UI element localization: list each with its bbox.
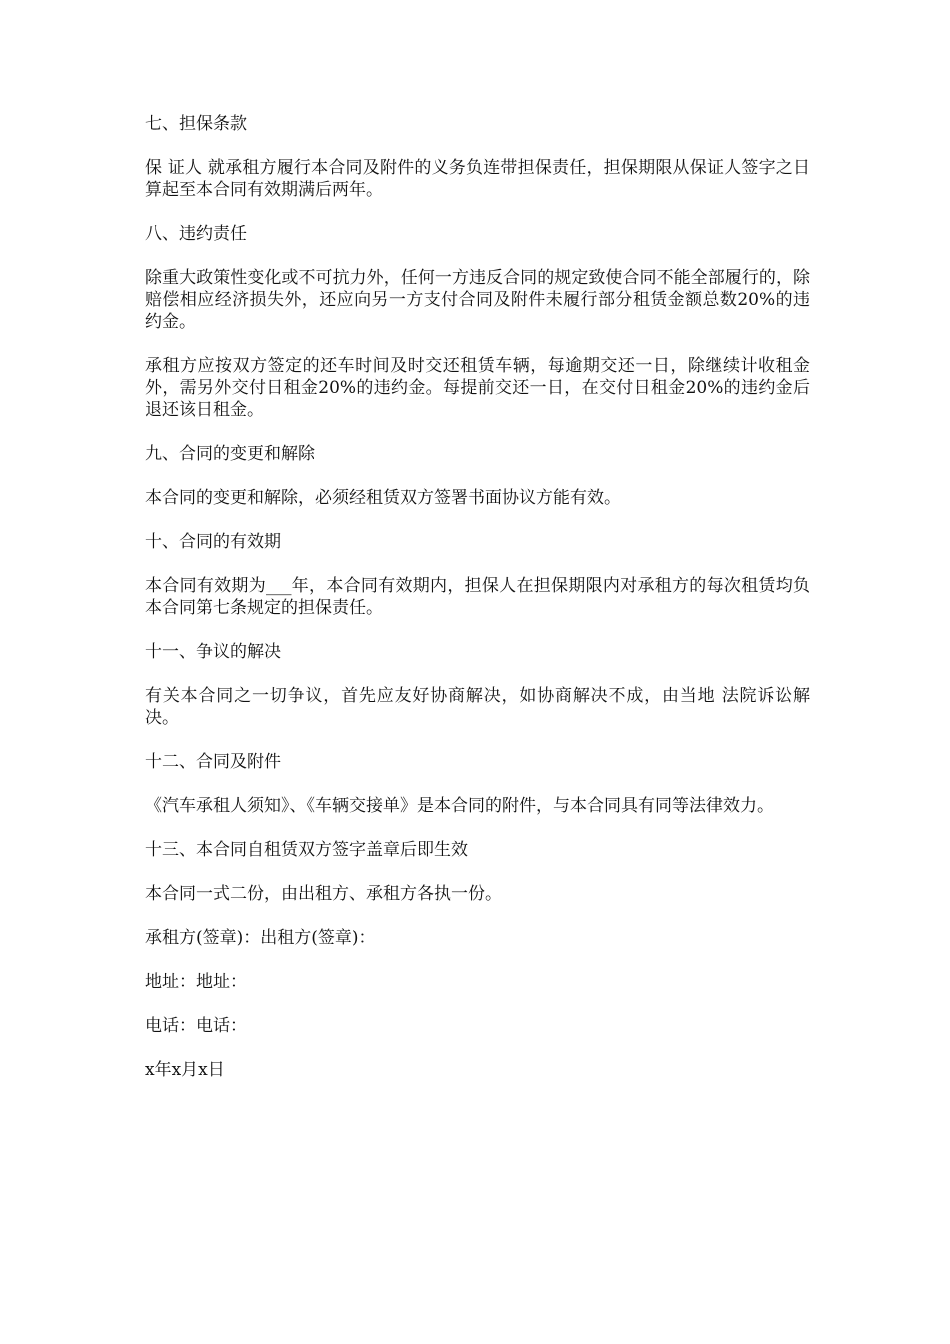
- section-heading-validity: 十、合同的有效期: [145, 532, 281, 552]
- phone-line: 电话：电话：: [145, 1016, 247, 1036]
- document-body: [145, 113, 810, 1103]
- liability-paragraph-1: 除重大政策性变化或不可抗力外，任何一方违反合同的规定致使合同不能全部履行的，除赔偿相应经济损失外，还应向另一方支付合同及附件未履行部分租赁金额总数20%的违约金。: [145, 268, 810, 332]
- section-heading-liability: 八、违约责任: [145, 224, 247, 244]
- validity-paragraph: 本合同有效期为___年，本合同有效期内，担保人在担保期限内对承租方的每次租赁均负本合同第七条规定的担保责任。: [145, 576, 810, 618]
- section-heading-attachments: 十二、合同及附件: [145, 752, 281, 772]
- date-line: x年x月x日: [145, 1060, 225, 1080]
- attachments-paragraph: 《汽车承租人须知》、《车辆交接单》是本合同的附件，与本合同具有同等法律效力。: [145, 796, 774, 816]
- section-heading-effective: 十三、本合同自租赁双方签字盖章后即生效: [145, 840, 468, 860]
- liability-paragraph-2: 承租方应按双方签定的还车时间及时交还租赁车辆，每逾期交还一日，除继续计收租金外，需另外交付日租金20%的违约金。每提前交还一日，在交付日租金20%的违约金后退还该日租金。: [145, 356, 810, 420]
- section-heading-guarantee: 七、担保条款: [145, 114, 247, 134]
- section-heading-dispute: 十一、争议的解决: [145, 642, 281, 662]
- signature-line: 承租方(签章)：出租方(签章)：: [145, 928, 376, 948]
- section-heading-amendment: 九、合同的变更和解除: [145, 444, 315, 464]
- guarantee-paragraph: 保 证人 就承租方履行本合同及附件的义务负连带担保责任，担保期限从保证人签字之日算起至本合同有效期满后两年。: [145, 158, 810, 200]
- dispute-paragraph: 有关本合同之一切争议，首先应友好协商解决，如协商解决不成，由当地 法院诉讼解决。: [145, 686, 810, 728]
- address-line: 地址：地址：: [145, 972, 247, 992]
- copies-paragraph: 本合同一式二份，由出租方、承租方各执一份。: [145, 884, 502, 904]
- amendment-paragraph: 本合同的变更和解除，必须经租赁双方签署书面协议方能有效。: [145, 488, 621, 508]
